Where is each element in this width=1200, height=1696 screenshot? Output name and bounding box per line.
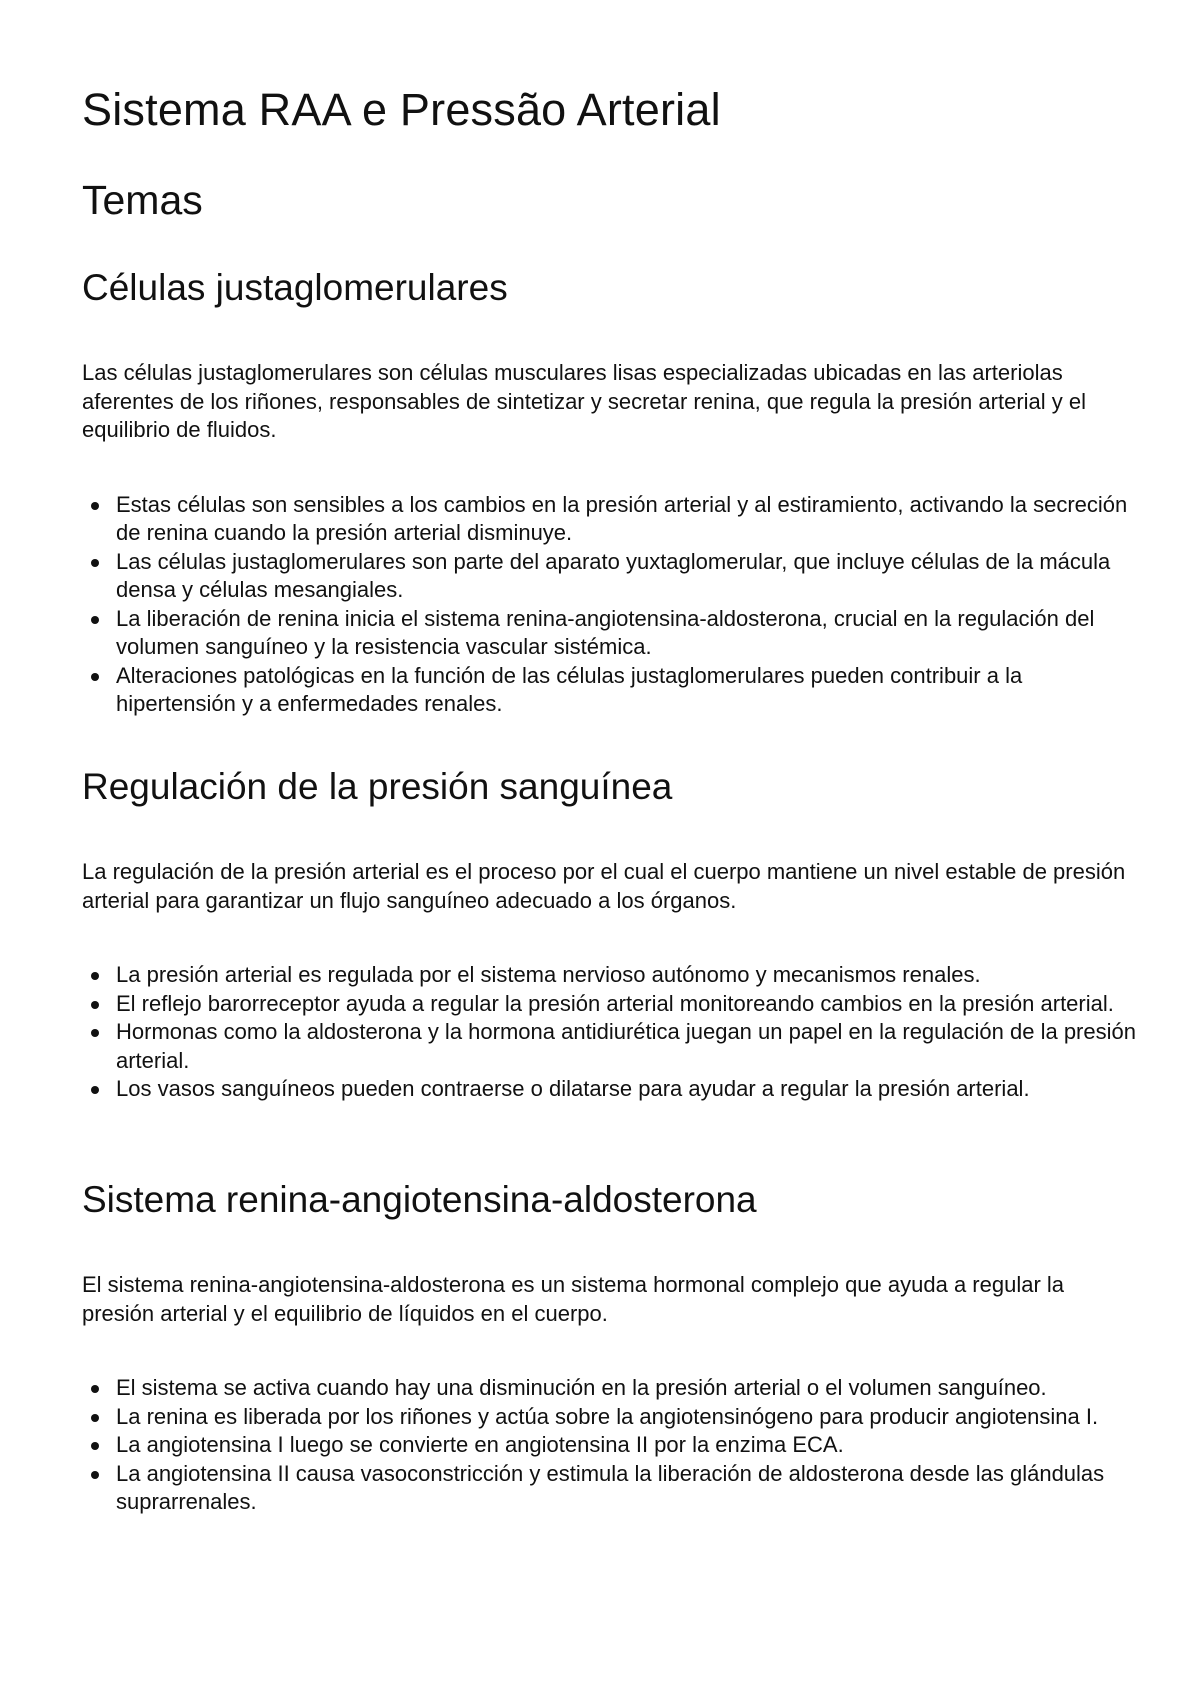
list-item <box>82 1374 1142 1403</box>
list-item-text: Los vasos sanguíneos pueden contraerse o dilatarse para ayudar a regular la presión arterial. <box>116 1076 1030 1101</box>
list-item-text: Estas células son sensibles a los cambios en la presión arterial y al estiramiento, activando la secreción de renina cuando la presión arterial disminuye. <box>116 491 1128 545</box>
list-item-text: Hormonas como la aldosterona y la hormona antidiurética juegan un papel en la regulación de la presión arterial. <box>116 1019 1136 1073</box>
section-celulas-justaglomerulares <box>82 263 1142 719</box>
bullet-dot-icon <box>91 1442 99 1450</box>
list-item-text: La liberación de renina inicia el sistema renina-angiotensina-aldosterona, crucial en la regulación del volumen sanguíneo y la resistencia vascular sistémica. <box>116 605 1095 659</box>
bullet-dot-icon <box>91 1471 99 1479</box>
section-heading: Sistema renina-angiotensina-aldosterona <box>82 1179 757 1220</box>
section-heading: Regulación de la presión sanguínea <box>82 766 673 807</box>
bullet-dot-icon <box>91 1086 99 1094</box>
section-paragraph: El sistema renina-angiotensina-aldosterona es un sistema hormonal complejo que ayuda a regular la presión arterial y el equilibrio de líquidos en el cuerpo. <box>82 1272 1065 1326</box>
list-item <box>82 1460 1142 1517</box>
list-item <box>82 1431 1142 1460</box>
topics-heading: Temas <box>82 177 203 223</box>
list-item <box>82 961 1142 990</box>
list-item-text: Alteraciones patológicas en la función de las células justaglomerulares pueden contribuir a la hipertensión y a enfermedades renales. <box>116 662 1023 716</box>
list-item-text: Las células justaglomerulares son parte del aparato yuxtaglomerular, que incluye células de la mácula densa y células mesangiales. <box>116 548 1111 602</box>
bullet-dot-icon <box>91 616 99 624</box>
list-item <box>82 990 1142 1019</box>
section-heading: Células justaglomerulares <box>82 267 508 308</box>
list-item-text: El sistema se activa cuando hay una disminución en la presión arterial o el volumen sanguíneo. <box>116 1375 1047 1400</box>
list-item <box>82 1403 1142 1432</box>
section-paragraph: La regulación de la presión arterial es el proceso por el cual el cuerpo mantiene un nivel estable de presión arterial para garantizar un flujo sanguíneo adecuado a los órganos. <box>82 859 1126 913</box>
list-item-text: El reflejo barorreceptor ayuda a regular la presión arterial monitoreando cambios en la presión arterial. <box>116 990 1114 1016</box>
section-regulacion-presion <box>82 762 1142 1104</box>
list-item-text: La presión arterial es regulada por el sistema nervioso autónomo y mecanismos renales. <box>116 962 981 987</box>
bullet-dot-icon <box>91 1029 99 1037</box>
list-item <box>82 1075 1142 1104</box>
list-item-text: La renina es liberada por los riñones y actúa sobre la angiotensinógeno para producir angiotensina I. <box>116 1403 1099 1429</box>
document-title: Sistema RAA e Pressão Arterial <box>82 84 721 135</box>
list-item <box>82 662 1142 719</box>
list-item-text: La angiotensina II causa vasoconstricción y estimula la liberación de aldosterona desde las glándulas suprarrenales. <box>116 1460 1105 1514</box>
section-sistema-raa <box>82 1175 1142 1517</box>
bullet-dot-icon <box>91 502 99 510</box>
bullet-dot-icon <box>91 1001 99 1009</box>
list-item <box>82 548 1142 605</box>
bullet-dot-icon <box>91 1414 99 1422</box>
section-paragraph: Las células justaglomerulares son células musculares lisas especializadas ubicadas en las arteriolas aferentes de los riñones, responsables de sintetizar y secretar renina, que regula la presión arterial y el equilibrio de fluidos. <box>82 360 1086 442</box>
bullet-list <box>82 961 1142 1104</box>
bullet-dot-icon <box>91 972 99 980</box>
list-item <box>82 491 1142 548</box>
bullet-list <box>82 1374 1142 1517</box>
list-item-text: La angiotensina I luego se convierte en angiotensina II por la enzima ECA. <box>116 1432 844 1457</box>
bullet-dot-icon <box>91 559 99 567</box>
bullet-list <box>82 491 1142 719</box>
list-item <box>82 605 1142 662</box>
bullet-dot-icon <box>91 1385 99 1393</box>
bullet-dot-icon <box>91 673 99 681</box>
list-item <box>82 1018 1142 1075</box>
